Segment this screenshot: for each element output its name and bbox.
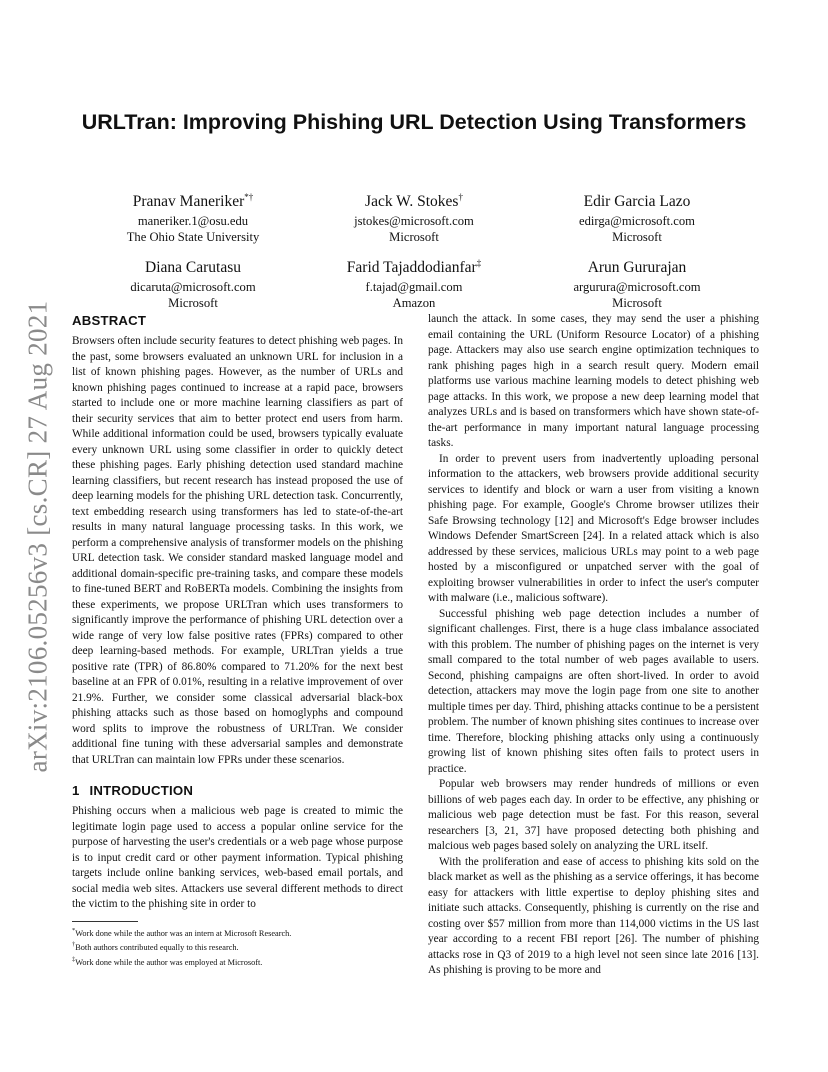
author-name: Jack W. Stokes <box>365 193 459 211</box>
author-affiliation: Microsoft <box>389 230 439 245</box>
author-affiliation: The Ohio State University <box>126 230 260 245</box>
footnote-mark: † <box>72 941 76 949</box>
paragraph: launch the attack. In some cases, they may send the user a phishing email containing the URL (Uniform Resource Locator) of a phishing page. Attackers may also use search engine optimization techniques to rank phishing pages high in a search result query. Modern email platforms use various machine learning models to detect phishing web page attacks. In this work, we propose a new deep learning model that analyzes URLs and is based on transformers which have shown state-of-the-art performance in many important natural language processing tasks. <box>428 313 759 449</box>
abstract-heading: ABSTRACT <box>72 313 147 328</box>
arxiv-sidebar-stamp <box>18 286 58 786</box>
author-name: Farid Tajaddodianfar <box>346 259 477 277</box>
author-name: Diana Carutasu <box>145 259 241 277</box>
introduction-heading <box>72 782 403 799</box>
footnote <box>72 925 403 939</box>
author-affiliation: Microsoft <box>612 230 662 245</box>
author-email: f.tajad@gmail.com <box>365 280 463 295</box>
author-name: Pranav Maneriker <box>132 193 245 211</box>
left-column <box>72 312 403 913</box>
footnote-rule <box>72 921 138 922</box>
footnote <box>72 939 403 953</box>
author-mark: *† <box>244 192 254 202</box>
author-name: Edir Garcia Lazo <box>583 193 691 211</box>
author-block <box>527 253 747 311</box>
paragraph: In order to prevent users from inadvertently uploading personal information to the attackers, web browsers provide additional security services to identify and block or warn a user from visiting a known phishing page. For example, Google's Chrome browser utilizes their Safe Browsing technology [12] and Microsoft's Edge browser includes Windows Defender SmartScreen [24]. In a related attack which is also addressed by these services, malicious URLs may point to a web page hosted by a misconfigured or unpatched server with the goal of exploiting browser vulnerabilities in order to infect the user's computer with malware (i.e., malicious software). <box>428 452 759 604</box>
section-title: INTRODUCTION <box>89 783 194 798</box>
footnote-mark: ‡ <box>72 955 76 963</box>
footnote-mark: * <box>72 927 76 934</box>
footnote-text: Both authors contributed equally to this research. <box>75 943 239 953</box>
abstract-text: Browsers often include security features to detect phishing web pages. In the past, some browsers evaluated an unknown URL for inclusion in a list of known phishing pages. However, as the number of URLs and known phishing pages continued to increase at a rapid pace, browsers started to include one or more machine learning classifiers as part of their security services that aim to better protect end users from harm. While additional information could be used, browsers typically evaluate every unknown URL using some classifier in order to quickly detect these phishing pages. Early phishing detection used standard machine learning classifiers, but recent research has instead proposed the use of deep learning models for the phishing URL detection task. Concurrently, text embedding research using transformers has led to state-of-the-art results in many natural language processing tasks. In this work, we perform a comprehensive analysis of transformer models on the phishing URL detection task. We consider standard masked language model and additional domain-specific pre-training tasks, and compare these models to fine-tuned BERT and RoBERTa models. Combining the insights from these experiments, we propose URLTran which uses transformers to significantly improve the performance of phishing URL detection over a wide range of very low false positive rates (FPRs) compared to other deep learning-based methods. For example, URLTran yields a true positive rate (TPR) of 86.80% compared to 71.20% for the next best baseline at an FPR of 0.01%, resulting in a relative improvement of over 21.9%. Further, we consider some classical adversarial black-box phishing attacks such as those based on homoglyphs and compound word splits to improve the robustness of URLTran. We consider additional fine tuning with these adversarial samples and demonstrate that URLTran can maintain low FPRs under these scenarios. <box>72 335 403 766</box>
author-email: dicaruta@microsoft.com <box>130 280 256 295</box>
author-email: edirga@microsoft.com <box>579 214 695 229</box>
right-column <box>428 312 759 979</box>
author-block <box>527 187 747 245</box>
author-block <box>304 253 524 311</box>
author-email: jstokes@microsoft.com <box>354 214 474 229</box>
author-affiliation: Microsoft <box>612 296 662 311</box>
author-block <box>83 187 303 245</box>
arxiv-id: arXiv:2106.05256v3 [cs.CR] 27 Aug 2021 <box>22 300 53 772</box>
author-affiliation: Amazon <box>392 296 436 311</box>
author-email: argurura@microsoft.com <box>573 280 701 295</box>
author-name: Arun Gururajan <box>587 259 687 277</box>
paragraph: With the proliferation and ease of access to phishing kits sold on the black market as well as the phishing as a service offerings, it has become easy for attackers with little expertise to deploy phishing sites and initiate such attacks. Consequently, phishing is currently on the rise and costing over $57 million from more than 114,000 victims in the US last year according to a recent FBI report [26]. The number of phishing attacks rose in Q3 of 2019 to a high level not seen since late 2016 [13]. As phishing is proving to be more and <box>428 855 759 976</box>
paragraph: Phishing occurs when a malicious web page is created to mimic the legitimate login page used to access a popular online service for the purpose of harvesting the user's credentials or a web page whose purpose is to input credit card or other payment information. Typical phishing targets include online banking services, web-based email portals, and social media web sites. Attackers use several different methods to direct the victim to the phishing site in order to <box>72 805 403 910</box>
paragraph: Popular web browsers may render hundreds of millions or even billions of web pages each day. In order to be effective, any phishing or malicious web page detection must be fast. For this reason, several researchers [3, 21, 37] have proposed detecting both phishing and malcious web pages based solely on analyzing the URL itself. <box>428 778 759 852</box>
paper-title: URLTran: Improving Phishing URL Detection Using Transformers <box>81 110 747 134</box>
author-affiliation: Microsoft <box>168 296 218 311</box>
author-block <box>304 187 524 245</box>
footnotes <box>72 925 403 968</box>
author-email: maneriker.1@osu.edu <box>137 214 249 229</box>
footnote <box>72 954 403 968</box>
author-mark: ‡ <box>476 258 482 268</box>
paragraph: Successful phishing web page detection includes a number of significant challenges. First, there is a huge class imbalance associated with this problem. The number of phishing pages on the internet is very small compared to the total number of web pages available to users. Second, phishing campaigns are often short-lived. In order to avoid detection, attackers may move the login page from one site to another multiple times per day. Third, phishing attacks continue to be a persistent problem. The number of known phishing sites continues to increase over time. Therefore, blocking phishing attacks only using a continuously growing list of known phishing sites often fails to protect users in practice. <box>428 607 759 775</box>
footnote-text: Work done while the author was employed at Microsoft. <box>75 957 263 967</box>
section-number: 1 <box>72 783 80 798</box>
footnote-text: Work done while the author was an intern at Microsoft Research. <box>75 928 292 938</box>
author-block <box>83 253 303 311</box>
author-mark: † <box>458 192 463 202</box>
